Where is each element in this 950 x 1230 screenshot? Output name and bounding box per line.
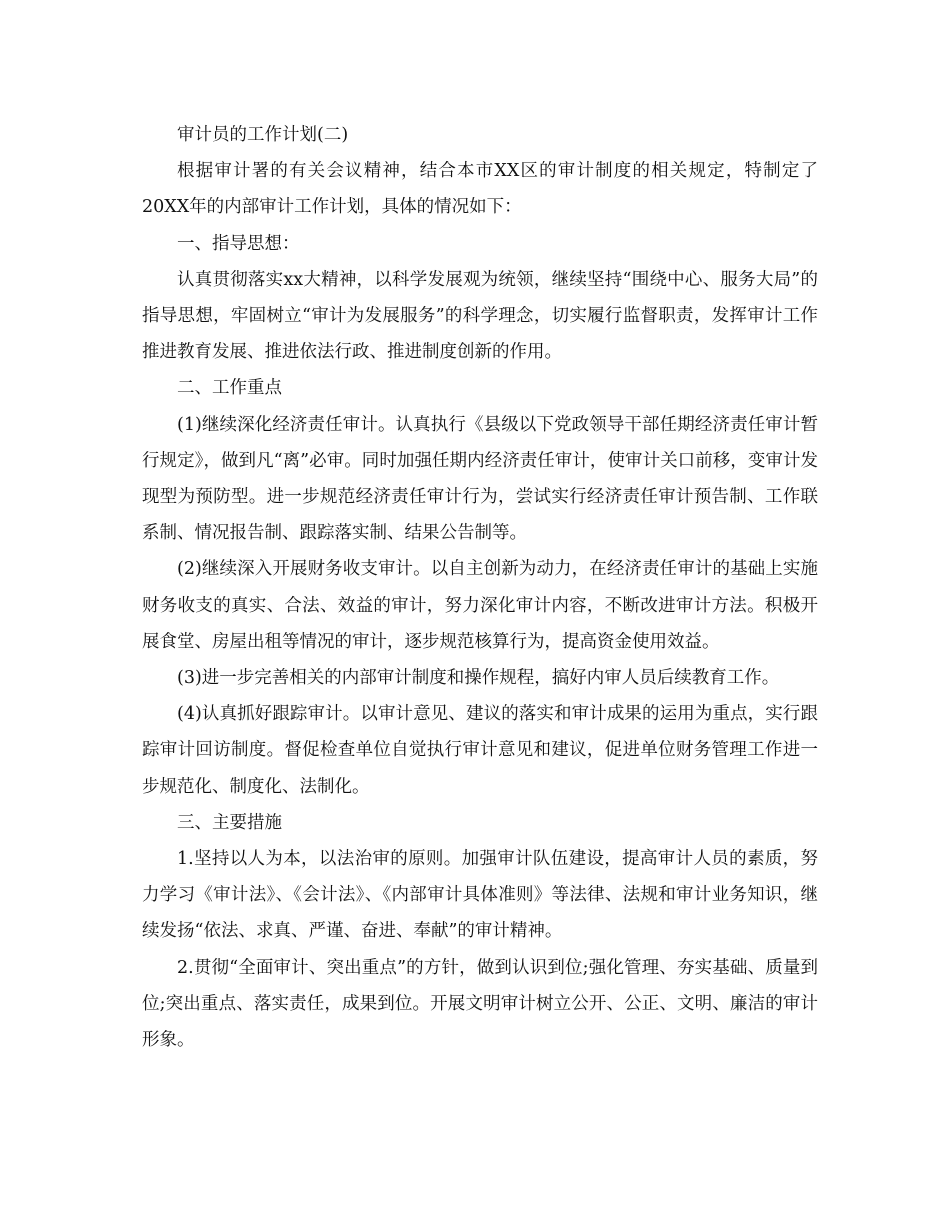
paragraph-focus-3: (3)进一步完善相关的内部审计制度和操作规程，搞好内审人员后续教育工作。 — [177, 668, 780, 689]
paragraph-guiding-thought: 认真贯彻落实xx大精神，以科学发展观为统领，继续坚持“围绕中心、服务大局”的指导思想，牢固树立“审计为发展服务”的科学理念，切实履行监督职责，发挥审计工作推进教育发展、推进依法行政、推进制度创新的作用。 — [142, 269, 818, 363]
section-heading-main-measures: 三、主要措施 — [177, 812, 282, 833]
document-page — [142, 117, 818, 1058]
paragraph-focus-1: (1)继续深化经济责任审计。认真执行《县级以下党政领导干部任期经济责任审计暂行规定》，做到凡“离”必审。同时加强任期内经济责任审计，使审计关口前移，变审计发现型为预防型。进一步规范经济责任审计行为，尝试实行经济责任审计预告制、工作联系制、情况报告制、跟踪落实制、结果公告制等。 — [142, 414, 818, 544]
paragraph-focus-4: (4)认真抓好跟踪审计。以审计意见、建议的落实和审计成果的运用为重点，实行跟踪审计回访制度。督促检查单位自觉执行审计意见和建议，促进单位财务管理工作进一步规范化、制度化、法制化。 — [142, 704, 818, 797]
paragraph-measure-2: 2.贯彻“全面审计、突出重点”的方针，做到认识到位;强化管理、夯实基础、质量到位;突出重点、落实责任，成果到位。开展文明审计树立公开、公正、文明、廉洁的审计形象。 — [142, 957, 818, 1051]
paragraph-intro: 根据审计署的有关会议精神，结合本市XX区的审计制度的相关规定，特制定了20XX年的内部审计工作计划，具体的情况如下： — [142, 161, 818, 218]
document-title: 审计员的工作计划(二) — [177, 125, 349, 145]
section-heading-guiding-thought: 一、指导思想： — [177, 233, 300, 254]
section-heading-work-focus: 二、工作重点 — [177, 378, 282, 399]
paragraph-measure-1: 1.坚持以人为本，以法治审的原则。加强审计队伍建设，提高审计人员的素质，努力学习《审计法》、《会计法》、《内部审计具体准则》等法律、法规和审计业务知识，继续发扬“依法、求真、严谨、奋进、奉献”的审计精神。 — [142, 849, 818, 942]
paragraph-focus-2: (2)继续深入开展财务收支审计。以自主创新为动力，在经济责任审计的基础上实施财务收支的真实、合法、效益的审计，努力深化审计内容，不断改进审计方法。积极开展食堂、房屋出租等情况的审计，逐步规范核算行为，提高资金使用效益。 — [142, 559, 818, 652]
